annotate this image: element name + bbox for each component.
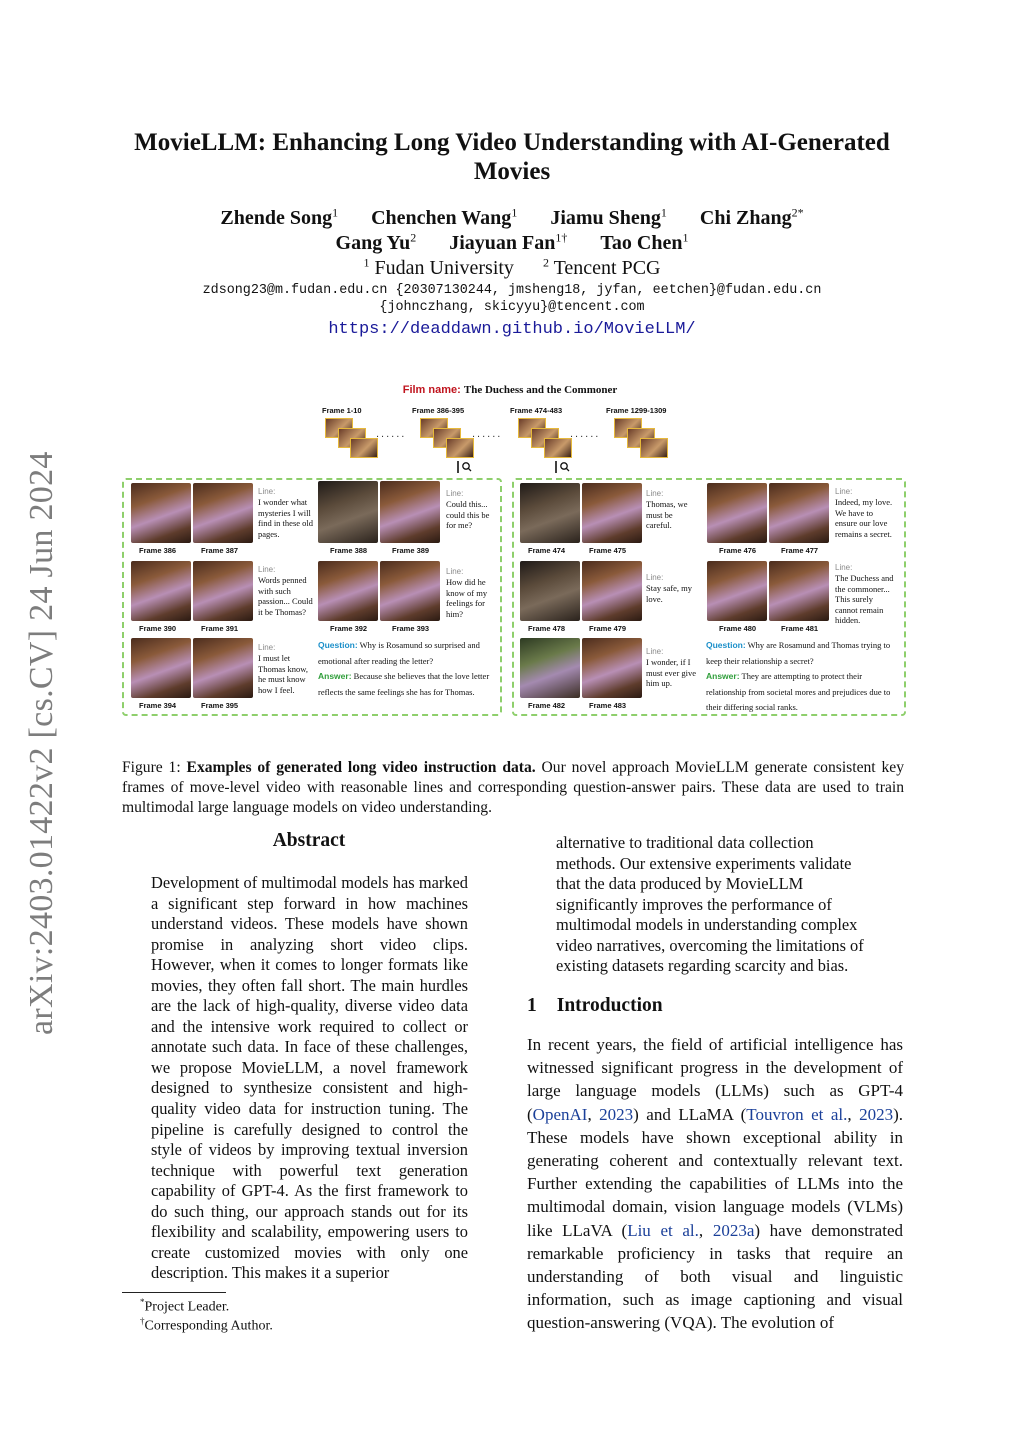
frame-label: Frame 393 — [392, 624, 430, 633]
keyframe-thumbnail — [446, 438, 474, 458]
scene-frame-image — [582, 638, 642, 698]
dialogue-line: Line: Words penned with such passion... Could it be Thomas? — [258, 565, 313, 617]
abstract-heading: Abstract — [272, 830, 346, 851]
scene-frame-image — [769, 483, 829, 543]
frame-label: Frame 481 — [781, 624, 819, 633]
arxiv-identifier: arXiv:2403.01422v2 [cs.CV] 24 Jun 2024 — [23, 451, 60, 1035]
scene-frame-image — [707, 561, 767, 621]
email-line-2: {johnczhang, skicyyu}@tencent.com — [379, 300, 645, 315]
magnifier-icon — [554, 460, 572, 476]
scene-frame-image — [520, 561, 580, 621]
frame-label: Frame 479 — [589, 624, 627, 633]
citation-link[interactable]: OpenAI — [532, 1104, 588, 1124]
top-frame-label: Frame 474-483 — [510, 406, 563, 415]
film-name — [320, 384, 700, 396]
author: Chi Zhang$^{2*}$ — [699, 205, 804, 229]
author: Tao Chen$^1$ — [600, 230, 689, 254]
frame-label: Frame 392 — [330, 624, 368, 633]
ellipsis: ...... — [472, 428, 503, 440]
scene-frame-image — [520, 638, 580, 698]
authors-row-2 — [110, 225, 914, 255]
top-frame-label: Frame 1-10 — [322, 406, 362, 415]
question-answer: Question: Why is Rosamund so surprised and emotional after reading the letter? Answer: Because she believes that the love letter reflects the same feelings she has for Thomas. — [318, 640, 490, 697]
scene-frame-image — [193, 561, 253, 621]
keyframe-thumbnail — [350, 438, 378, 458]
dialogue-line: Line: Thomas, we must be careful. — [646, 489, 688, 531]
scene-frame-image — [193, 638, 253, 698]
email-line-1: zdsong23@m.fudan.edu.cn {20307130244, jmsheng18, jyfan, eetchen}@fudan.edu.cn — [202, 283, 822, 298]
author: Chenchen Wang$^1$ — [371, 205, 518, 229]
citation-link[interactable]: Liu et al. — [627, 1220, 699, 1240]
frame-label: Frame 390 — [139, 624, 177, 633]
keyframe-thumbnail — [640, 438, 668, 458]
question-answer: Question: Why are Rosamund and Thomas trying to keep their relationship a secret? Answer: They are attempting to protect their relationship from societal mores and prejudices due to their differing social ranks. — [706, 640, 891, 712]
dialogue-line: Line: I wonder, if I must ever give him up. — [646, 647, 697, 689]
frame-label: Frame 394 — [139, 701, 177, 710]
affiliation: $^1$ Fudan University — [363, 255, 514, 279]
dialogue-line: Line: The Duchess and the commoner... This surely cannot remain hidden. — [835, 563, 894, 626]
footnote-rule — [122, 1292, 226, 1293]
top-frame-label: Frame 386-395 — [412, 406, 465, 415]
scene-frame-image — [380, 561, 440, 621]
dialogue-line: Line: How did he know of my feelings for him? — [446, 567, 488, 619]
frame-label: Frame 474 — [528, 546, 566, 555]
author: Zhende Song$^1$ — [220, 205, 339, 229]
magnifier-icon — [456, 460, 474, 476]
citation-link[interactable]: Touvron et al. — [746, 1104, 848, 1124]
scene-frame-image — [582, 483, 642, 543]
footnote: †Corresponding Author. — [140, 1316, 273, 1334]
footnote: *Project Leader. — [140, 1297, 230, 1315]
citation-link[interactable]: 2023a — [712, 1220, 755, 1240]
frame-label: Frame 483 — [589, 701, 627, 710]
dialogue-line: Line: Stay safe, my love. — [646, 573, 693, 604]
project-link[interactable]: https://deaddawn.github.io/MovieLLM/ — [328, 320, 696, 339]
frame-label: Frame 477 — [781, 546, 819, 555]
frame-label: Frame 389 — [392, 546, 430, 555]
citation-link[interactable]: 2023 — [599, 1104, 634, 1124]
film-name-label: Film name: — [402, 384, 461, 396]
ellipsis: ...... — [376, 428, 407, 440]
frame-label: Frame 476 — [719, 546, 757, 555]
scene-frame-image — [131, 561, 191, 621]
frame-label: Frame 395 — [201, 701, 239, 710]
dialogue-line: Line: I must let Thomas know, he must know how I feel. — [258, 643, 308, 695]
section-heading-introduction: 1 Introduction — [527, 995, 663, 1016]
dialogue-line: Line: Could this... could this be for me? — [446, 489, 490, 531]
keyframe-thumbnail — [544, 438, 572, 458]
author: Jiayuan Fan$^{1\dagger}$ — [449, 230, 568, 254]
title-line-2: Movies — [473, 158, 551, 185]
frame-label: Frame 480 — [719, 624, 757, 633]
title-line-1: MovieLLM: Enhancing Long Video Understanding with AI-Generated — [134, 129, 890, 156]
frame-label: Frame 386 — [139, 546, 177, 555]
citation-link[interactable]: 2023 — [859, 1104, 894, 1124]
affiliation: $^2$ Tencent PCG — [542, 255, 661, 279]
frame-label: Frame 391 — [201, 624, 239, 633]
scene-frame-image — [520, 483, 580, 543]
top-frame-label: Frame 1299-1309 — [606, 406, 667, 415]
scene-frame-image — [193, 483, 253, 543]
frame-label: Frame 388 — [330, 546, 368, 555]
scene-frame-image — [131, 638, 191, 698]
frame-label: Frame 475 — [589, 546, 627, 555]
frame-label: Frame 478 — [528, 624, 566, 633]
scene-frame-image — [380, 481, 440, 543]
frame-label: Frame 482 — [528, 701, 566, 710]
scene-frame-image — [318, 481, 378, 543]
paper-title — [110, 128, 914, 186]
author: Gang Yu$^2$ — [335, 230, 417, 254]
ellipsis: ...... — [570, 428, 601, 440]
scene-frame-image — [318, 561, 378, 621]
introduction-body: In recent years, the field of artificial intelligence has witnessed significant progress in the development of large language models (LLMs) such as GPT-4 (OpenAI, 2023) and LLaMA (Touvron et al., 2023). These models have shown exceptional ability in generating coherent and contextually relevant text. Further extending the capabilities of LLMs into the multimodal domain, vision language models (VLMs) like LLaVA (Liu et al., 2023a) have demonstrated remarkable proficiency in tasks that require an understanding of both visual and linguistic information, such as image captioning and visual question-answering (VQA). The evolution of — [527, 1035, 904, 1333]
abstract-body: Development of multimodal models has marked a significant step forward in how machines understand videos. These models have shown promise in analyzing short video clips. However, when it comes to longer formats like movies, they often fall short. The main hurdles are the lack of high-quality, diverse video data and the intensive work required to collect or annotate such data. In face of these challenges, we propose MovieLLM, a novel framework designed to synthesize consistent and high-quality video data for instruction tuning. The pipeline is carefully designed to control the style of videos by improving textual inversion technique with powerful text generation capability of GPT-4. As the first framework to do such thing, our approach stands out for its flexibility and scalability, empowering users to create customized movies with only one description. This makes it a superior — [151, 873, 468, 1283]
scene-frame-image — [131, 483, 191, 543]
frame-label: Frame 387 — [201, 546, 239, 555]
figure-caption: Figure 1: Examples of generated long video instruction data. Our novel approach MovieLLM generate consistent key frames of move-level video with reasonable lines and corresponding question-answer pairs. These data are used to train multimodal large language models on video understanding. — [122, 759, 904, 816]
scene-frame-image — [769, 561, 829, 621]
dialogue-line: Line: I wonder what mysteries I will find in these old pages. — [258, 487, 314, 539]
author: Jiamu Sheng$^1$ — [550, 205, 667, 229]
scene-frame-image — [707, 483, 767, 543]
dialogue-line: Line: Indeed, my love. We have to ensure our love remains a secret. — [835, 487, 893, 539]
affiliations — [110, 255, 914, 280]
film-name-value: The Duchess and the Commoner — [463, 384, 618, 396]
abstract-continued: alternative to traditional data collection methods. Our extensive experiments validate that the data produced by MovieLLM significantly improves the performance of multimodal models in understanding complex video narratives, overcoming the limitations of existing datasets regarding scarcity and bias. — [556, 833, 864, 976]
scene-frame-image — [582, 561, 642, 621]
